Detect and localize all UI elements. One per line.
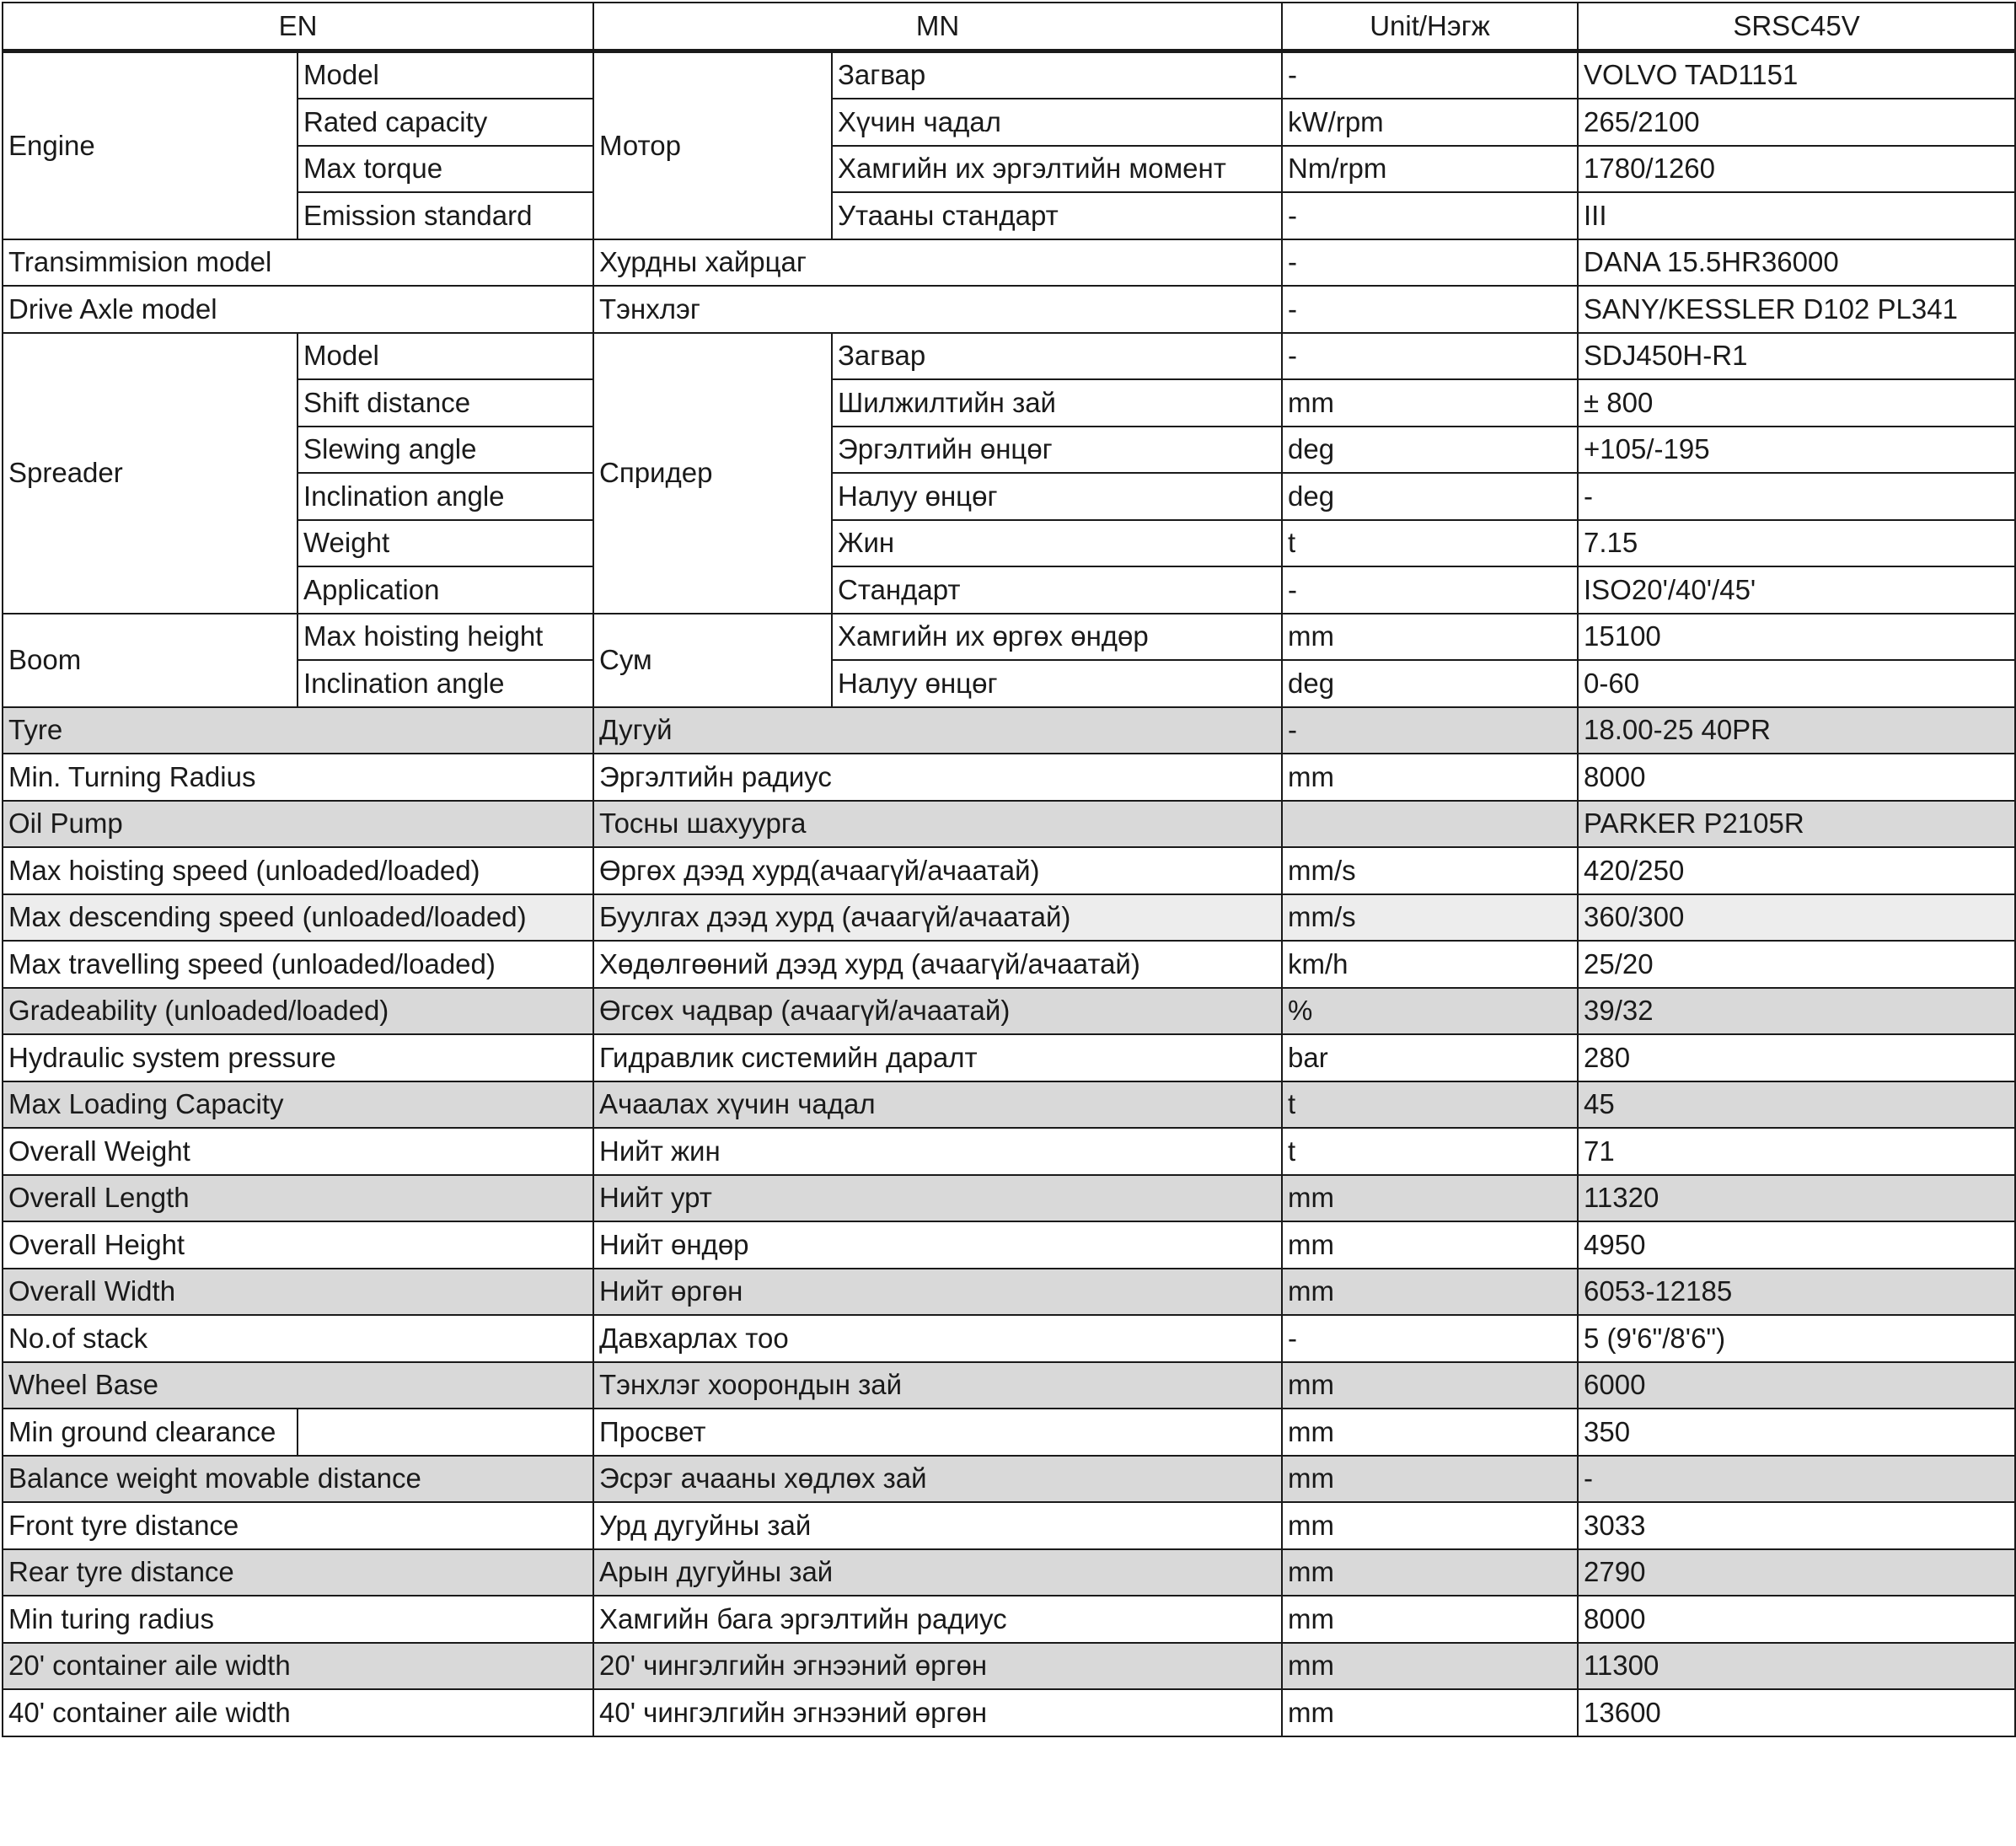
value-cell: 8000 (1578, 1596, 2015, 1643)
label-en: Min turing radius (3, 1596, 593, 1643)
table-row (3, 1081, 2015, 1129)
value-cell: 11320 (1578, 1175, 2015, 1222)
label-mn: Тэнхлэг хоорондын зай (593, 1362, 1282, 1409)
table-row (3, 1128, 2015, 1175)
empty-cell (298, 1409, 593, 1456)
label-mn: Хурдны хайрцаг (593, 239, 1282, 287)
unit-cell: deg (1282, 427, 1578, 474)
header-en: EN (3, 3, 593, 51)
label-en: Max descending speed (unloaded/loaded) (3, 894, 593, 942)
label-en: Max Loading Capacity (3, 1081, 593, 1129)
group-label-mn: Спридер (593, 333, 832, 614)
sub-label-en: Inclination angle (298, 660, 593, 707)
table-row (3, 894, 2015, 942)
value-cell: 39/32 (1578, 988, 2015, 1035)
unit-cell: mm (1282, 1689, 1578, 1736)
table-row (3, 146, 2015, 193)
sub-label-mn: Эргэлтийн өнцөг (832, 427, 1282, 474)
sub-label-en: Rated capacity (298, 99, 593, 146)
label-mn: Ачаалах хүчин чадал (593, 1081, 1282, 1129)
table-row (3, 286, 2015, 333)
label-en: Drive Axle model (3, 286, 593, 333)
unit-cell: mm (1282, 1175, 1578, 1222)
group-label-en: Engine (3, 51, 298, 239)
unit-cell: mm (1282, 1362, 1578, 1409)
unit-cell: t (1282, 1081, 1578, 1129)
unit-cell: mm (1282, 1502, 1578, 1549)
label-en: Transimmision model (3, 239, 593, 287)
table-row (3, 1456, 2015, 1503)
table-row (3, 1315, 2015, 1362)
table-row (3, 520, 2015, 567)
value-cell: PARKER P2105R (1578, 801, 2015, 848)
table-row (3, 847, 2015, 894)
label-en: Overall Height (3, 1221, 593, 1269)
sub-label-mn: Загвар (832, 51, 1282, 99)
value-cell: 25/20 (1578, 941, 2015, 988)
unit-cell: kW/rpm (1282, 99, 1578, 146)
label-en: Tyre (3, 707, 593, 754)
unit-cell: t (1282, 520, 1578, 567)
unit-cell: t (1282, 1128, 1578, 1175)
sub-label-mn: Налуу өнцөг (832, 473, 1282, 520)
table-row (3, 707, 2015, 754)
value-cell: 11300 (1578, 1643, 2015, 1690)
unit-cell: km/h (1282, 941, 1578, 988)
value-cell: SANY/KESSLER D102 PL341 (1578, 286, 2015, 333)
value-cell: 6053-12185 (1578, 1269, 2015, 1316)
label-en: Max hoisting speed (unloaded/loaded) (3, 847, 593, 894)
sub-label-mn: Хамгийн их өргөх өндөр (832, 614, 1282, 661)
unit-cell: - (1282, 1315, 1578, 1362)
unit-cell (1282, 801, 1578, 848)
table-row (3, 1596, 2015, 1643)
value-cell: 15100 (1578, 614, 2015, 661)
table-row (3, 566, 2015, 614)
unit-cell: Nm/rpm (1282, 146, 1578, 193)
table-row (3, 1221, 2015, 1269)
spec-table (2, 2, 2016, 1737)
unit-cell: mm (1282, 379, 1578, 427)
table-row (3, 614, 2015, 661)
label-mn: Урд дугуйны зай (593, 1502, 1282, 1549)
group-label-en: Spreader (3, 333, 298, 614)
value-cell: 5 (9'6"/8'6") (1578, 1315, 2015, 1362)
unit-cell: mm (1282, 1409, 1578, 1456)
sub-label-en: Application (298, 566, 593, 614)
label-en: Overall Width (3, 1269, 593, 1316)
unit-cell: - (1282, 707, 1578, 754)
table-row (3, 1362, 2015, 1409)
unit-cell: - (1282, 566, 1578, 614)
value-cell: 18.00-25 40PR (1578, 707, 2015, 754)
label-en: Overall Length (3, 1175, 593, 1222)
sub-label-en: Max torque (298, 146, 593, 193)
label-en: Rear tyre distance (3, 1549, 593, 1596)
unit-cell: - (1282, 192, 1578, 239)
value-cell: 7.15 (1578, 520, 2015, 567)
value-cell: 4950 (1578, 1221, 2015, 1269)
label-mn: Дугуй (593, 707, 1282, 754)
sub-label-en: Emission standard (298, 192, 593, 239)
value-cell: - (1578, 473, 2015, 520)
label-mn: Давхарлах тоо (593, 1315, 1282, 1362)
table-row (3, 988, 2015, 1035)
value-cell: III (1578, 192, 2015, 239)
label-mn: Өргөх дээд хурд(ачаагүй/ачаатай) (593, 847, 1282, 894)
label-mn: Буулгах дээд хурд (ачаагүй/ачаатай) (593, 894, 1282, 942)
unit-cell: mm (1282, 1643, 1578, 1690)
table-row (3, 1549, 2015, 1596)
value-cell: 360/300 (1578, 894, 2015, 942)
value-cell: SDJ450H-R1 (1578, 333, 2015, 380)
label-mn: Хөдөлгөөний дээд хурд (ачаагүй/ачаатай) (593, 941, 1282, 988)
table-row (3, 51, 2015, 99)
label-mn: Тэнхлэг (593, 286, 1282, 333)
label-en: Overall Weight (3, 1128, 593, 1175)
label-en: Gradeability (unloaded/loaded) (3, 988, 593, 1035)
sub-label-mn: Загвар (832, 333, 1282, 380)
sub-label-mn: Шилжилтийн зай (832, 379, 1282, 427)
unit-cell: - (1282, 51, 1578, 99)
unit-cell: mm (1282, 614, 1578, 661)
value-cell: ISO20'/40'/45' (1578, 566, 2015, 614)
sub-label-en: Shift distance (298, 379, 593, 427)
value-cell: 13600 (1578, 1689, 2015, 1736)
sub-label-en: Weight (298, 520, 593, 567)
sub-label-en: Model (298, 51, 593, 99)
header-mn: MN (593, 3, 1282, 51)
value-cell: 71 (1578, 1128, 2015, 1175)
group-label-mn: Мотор (593, 51, 832, 239)
sub-label-mn: Стандарт (832, 566, 1282, 614)
table-row (3, 333, 2015, 380)
table-row (3, 660, 2015, 707)
label-mn: Эсрэг ачааны хөдлөх зай (593, 1456, 1282, 1503)
label-en: Wheel Base (3, 1362, 593, 1409)
value-cell: 6000 (1578, 1362, 2015, 1409)
value-cell: 2790 (1578, 1549, 2015, 1596)
header-unit: Unit/Нэгж (1282, 3, 1578, 51)
label-mn: Өгсөх чадвар (ачаагүй/ачаатай) (593, 988, 1282, 1035)
label-en: Balance weight movable distance (3, 1456, 593, 1503)
unit-cell: - (1282, 333, 1578, 380)
sub-label-en: Slewing angle (298, 427, 593, 474)
table-row (3, 801, 2015, 848)
table-row (3, 379, 2015, 427)
value-cell: VOLVO TAD1151 (1578, 51, 2015, 99)
label-mn: Нийт жин (593, 1128, 1282, 1175)
unit-cell: mm/s (1282, 847, 1578, 894)
label-mn: Просвет (593, 1409, 1282, 1456)
sub-label-mn: Жин (832, 520, 1282, 567)
unit-cell: mm (1282, 1269, 1578, 1316)
value-cell: 45 (1578, 1081, 2015, 1129)
value-cell: 0-60 (1578, 660, 2015, 707)
sub-label-en: Inclination angle (298, 473, 593, 520)
value-cell: DANA 15.5HR36000 (1578, 239, 2015, 287)
value-cell: 1780/1260 (1578, 146, 2015, 193)
unit-cell: mm (1282, 1549, 1578, 1596)
unit-cell: - (1282, 239, 1578, 287)
group-label-mn: Сум (593, 614, 832, 707)
sub-label-mn: Хамгийн их эргэлтийн момент (832, 146, 1282, 193)
label-en: Hydraulic system pressure (3, 1034, 593, 1081)
table-row (3, 1269, 2015, 1316)
value-cell: 8000 (1578, 754, 2015, 801)
table-row (3, 1502, 2015, 1549)
header-row (3, 3, 2015, 51)
table-row (3, 473, 2015, 520)
unit-cell: deg (1282, 473, 1578, 520)
label-en: Max travelling speed (unloaded/loaded) (3, 941, 593, 988)
value-cell: 265/2100 (1578, 99, 2015, 146)
label-en: Front tyre distance (3, 1502, 593, 1549)
table-row (3, 239, 2015, 287)
sub-label-en: Model (298, 333, 593, 380)
table-row (3, 192, 2015, 239)
value-cell: ± 800 (1578, 379, 2015, 427)
table-row (3, 1034, 2015, 1081)
label-en: 20' container aile width (3, 1643, 593, 1690)
label-mn: Хамгийн бага эргэлтийн радиус (593, 1596, 1282, 1643)
table-row (3, 941, 2015, 988)
unit-cell: mm/s (1282, 894, 1578, 942)
table-row (3, 1689, 2015, 1736)
sub-label-mn: Утааны стандарт (832, 192, 1282, 239)
sub-label-mn: Хүчин чадал (832, 99, 1282, 146)
table-row (3, 1175, 2015, 1222)
label-en: 40' container aile width (3, 1689, 593, 1736)
label-mn: Нийт өндөр (593, 1221, 1282, 1269)
value-cell: 350 (1578, 1409, 2015, 1456)
table-row (3, 754, 2015, 801)
label-mn: Гидравлик системийн даралт (593, 1034, 1282, 1081)
value-cell: 420/250 (1578, 847, 2015, 894)
table-row (3, 1409, 2015, 1456)
table-row (3, 427, 2015, 474)
unit-cell: % (1282, 988, 1578, 1035)
value-cell: +105/-195 (1578, 427, 2015, 474)
header-model: SRSC45V (1578, 3, 2015, 51)
unit-cell: mm (1282, 1596, 1578, 1643)
label-en: Oil Pump (3, 801, 593, 848)
label-mn: Нийт өргөн (593, 1269, 1282, 1316)
label-mn: Эргэлтийн радиус (593, 754, 1282, 801)
value-cell: - (1578, 1456, 2015, 1503)
label-en: Min ground clearance (3, 1409, 298, 1456)
unit-cell: mm (1282, 1221, 1578, 1269)
label-en: Min. Turning Radius (3, 754, 593, 801)
unit-cell: mm (1282, 1456, 1578, 1503)
unit-cell: deg (1282, 660, 1578, 707)
sub-label-mn: Налуу өнцөг (832, 660, 1282, 707)
value-cell: 3033 (1578, 1502, 2015, 1549)
unit-cell: - (1282, 286, 1578, 333)
label-en: No.of stack (3, 1315, 593, 1362)
unit-cell: mm (1282, 754, 1578, 801)
label-mn: Нийт урт (593, 1175, 1282, 1222)
group-label-en: Boom (3, 614, 298, 707)
unit-cell: bar (1282, 1034, 1578, 1081)
value-cell: 280 (1578, 1034, 2015, 1081)
table-row (3, 1643, 2015, 1690)
label-mn: 20' чингэлгийн эгнээний өргөн (593, 1643, 1282, 1690)
table-row (3, 99, 2015, 146)
label-mn: 40' чингэлгийн эгнээний өргөн (593, 1689, 1282, 1736)
label-mn: Тосны шахуурга (593, 801, 1282, 848)
sub-label-en: Max hoisting height (298, 614, 593, 661)
label-mn: Арын дугуйны зай (593, 1549, 1282, 1596)
